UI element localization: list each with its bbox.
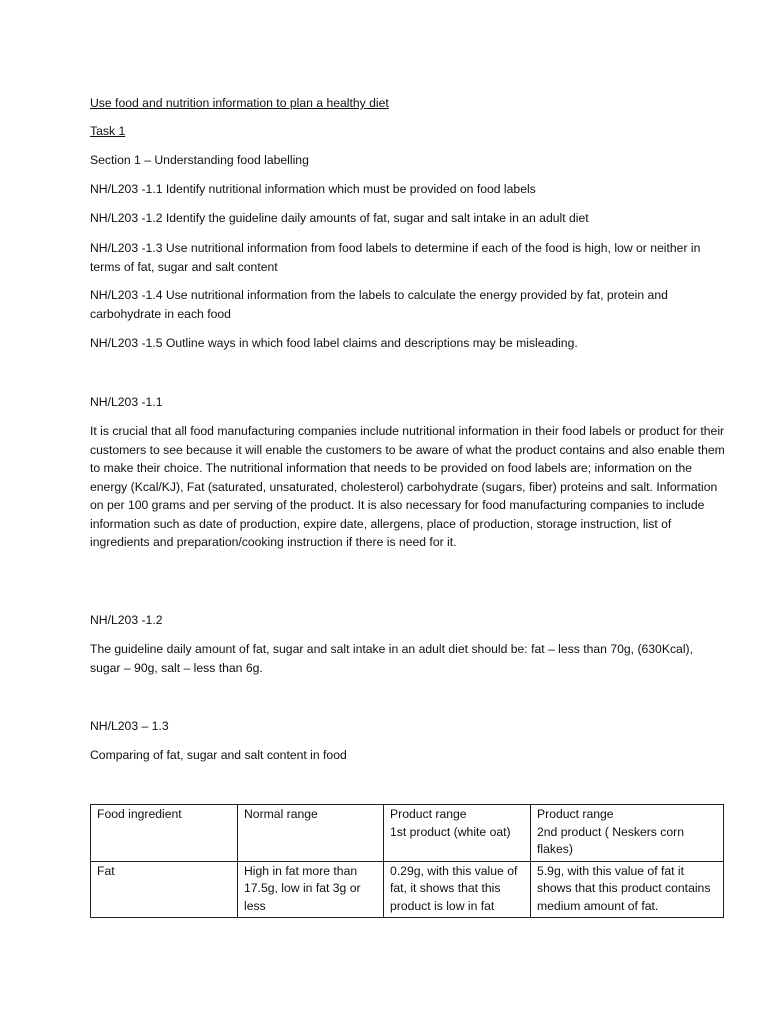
objective-1-4: NH/L203 -1.4 Use nutritional information from the labels to calculate the energy provided by fat, protein and carbohydrate in each food	[90, 288, 668, 321]
task-heading: Task 1	[90, 124, 126, 138]
heading-1-2: NH/L203 -1.2	[90, 613, 163, 627]
document-title: Use food and nutrition information to plan a healthy diet	[90, 96, 389, 110]
table-row	[91, 861, 724, 918]
objective-1-1: NH/L203 -1.1 Identify nutritional information which must be provided on food labels	[90, 182, 536, 196]
heading-1-1: NH/L203 -1.1	[90, 395, 163, 409]
header-normal-range: Normal range	[238, 805, 384, 862]
objective-1-2: NH/L203 -1.2 Identify the guideline daily amounts of fat, sugar and salt intake in an adult diet	[90, 211, 589, 225]
cell-normal-range: High in fat more than 17.5g, low in fat 3g or less	[238, 861, 384, 918]
table-header-row	[91, 805, 724, 862]
header-product-2: Product range 2nd product ( Neskers corn flakes)	[531, 805, 724, 862]
paragraph-1-1: It is crucial that all food manufacturing companies include nutritional information in their food labels or product for their customers to see because it will enable the customers to be aware of what the product contains and also enable them to make their choice. The nutritional information that needs to be provided on food labels are; information on the energy (Kcal/KJ), Fat (saturated, unsaturated, cholesterol) carbohydrate (sugars, fiber) proteins and salt. Information on per 100 grams and per serving of the product. It is also necessary for food manufacturing companies to include information such as date of production, expire date, allergens, place of production, storage instruction, list of ingredients and preparation/cooking instruction if there is need for it.	[90, 424, 725, 549]
section-heading: Section 1 – Understanding food labelling	[90, 153, 309, 167]
paragraph-1-3: Comparing of fat, sugar and salt content in food	[90, 748, 347, 762]
cell-product-2: 5.9g, with this value of fat it shows that this product contains medium amount of fat.	[531, 861, 724, 918]
header-food-ingredient: Food ingredient	[91, 805, 238, 862]
objective-1-3: NH/L203 -1.3 Use nutritional information from food labels to determine if each of the food is high, low or neither in terms of fat, sugar and salt content	[90, 241, 701, 274]
objective-1-5: NH/L203 -1.5 Outline ways in which food label claims and descriptions may be misleading.	[90, 336, 578, 350]
cell-product-1: 0.29g, with this value of fat, it shows that this product is low in fat	[384, 861, 531, 918]
paragraph-1-2: The guideline daily amount of fat, sugar and salt intake in an adult diet should be: fat – less than 70g, (630Kcal), sugar – 90g, salt – less than 6g.	[90, 642, 693, 675]
cell-ingredient: Fat	[91, 861, 238, 918]
heading-1-3: NH/L203 – 1.3	[90, 719, 169, 733]
header-product-1: Product range 1st product (white oat)	[384, 805, 531, 862]
nutrition-comparison-table	[90, 804, 724, 918]
